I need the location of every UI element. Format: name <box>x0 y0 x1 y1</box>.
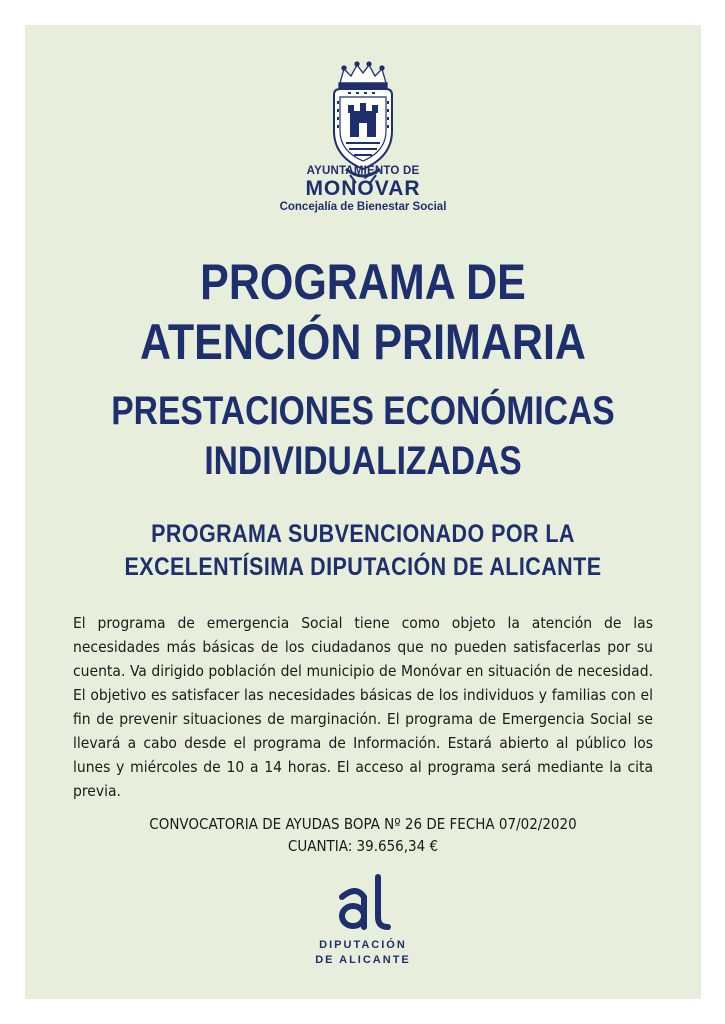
municipality-name: MONÓVAR <box>305 177 421 200</box>
heading-line4: INDIVIDUALIZADAS <box>204 439 522 483</box>
subheading-line2: EXCELENTÍSIMA DIPUTACIÓN DE ALICANTE <box>124 553 602 581</box>
department-name: Concejalía de Bienestar Social <box>279 201 447 213</box>
heading-line2: ATENCIÓN PRIMARIA <box>140 314 586 370</box>
heading-line1: PROGRAMA DE <box>200 254 526 310</box>
diputacion-logo-icon <box>334 871 394 933</box>
poster <box>25 25 701 999</box>
diputacion-line2: DE ALICANTE <box>315 954 411 966</box>
diputacion-line1: DIPUTACIÓN <box>319 939 407 951</box>
heading-line3: PRESTACIONES ECONÓMICAS <box>111 389 615 433</box>
program-description: El programa de emergencia Social tiene como objeto la atención de las necesidades más básicas de los ciudadanos que no pueden satisfacerlas por su cuenta. Va dirigido población del municipio de Monóvar en situación de necesidad. El objetivo es satisfacer las necesidades básicas de los individuos y familias con el fin de prevenir situaciones de marginación. El programa de Emergencia Social se llevará a cabo desde el programa de Información. Estará abierto al público los lunes y miércoles de 10 a 14 horas. El acceso al programa será mediante la cita previa. <box>73 614 653 800</box>
convocatoria-line: CONVOCATORIA DE AYUDAS BOPA Nº 26 DE FECHA 07/02/2020 <box>149 815 577 833</box>
cuantia-line: CUANTIA: 39.656,34 € <box>287 837 439 855</box>
municipality-line1: AYUNTAMIENTO DE <box>306 165 420 177</box>
subheading-line1: PROGRAMA SUBVENCIONADO POR LA <box>151 520 575 548</box>
